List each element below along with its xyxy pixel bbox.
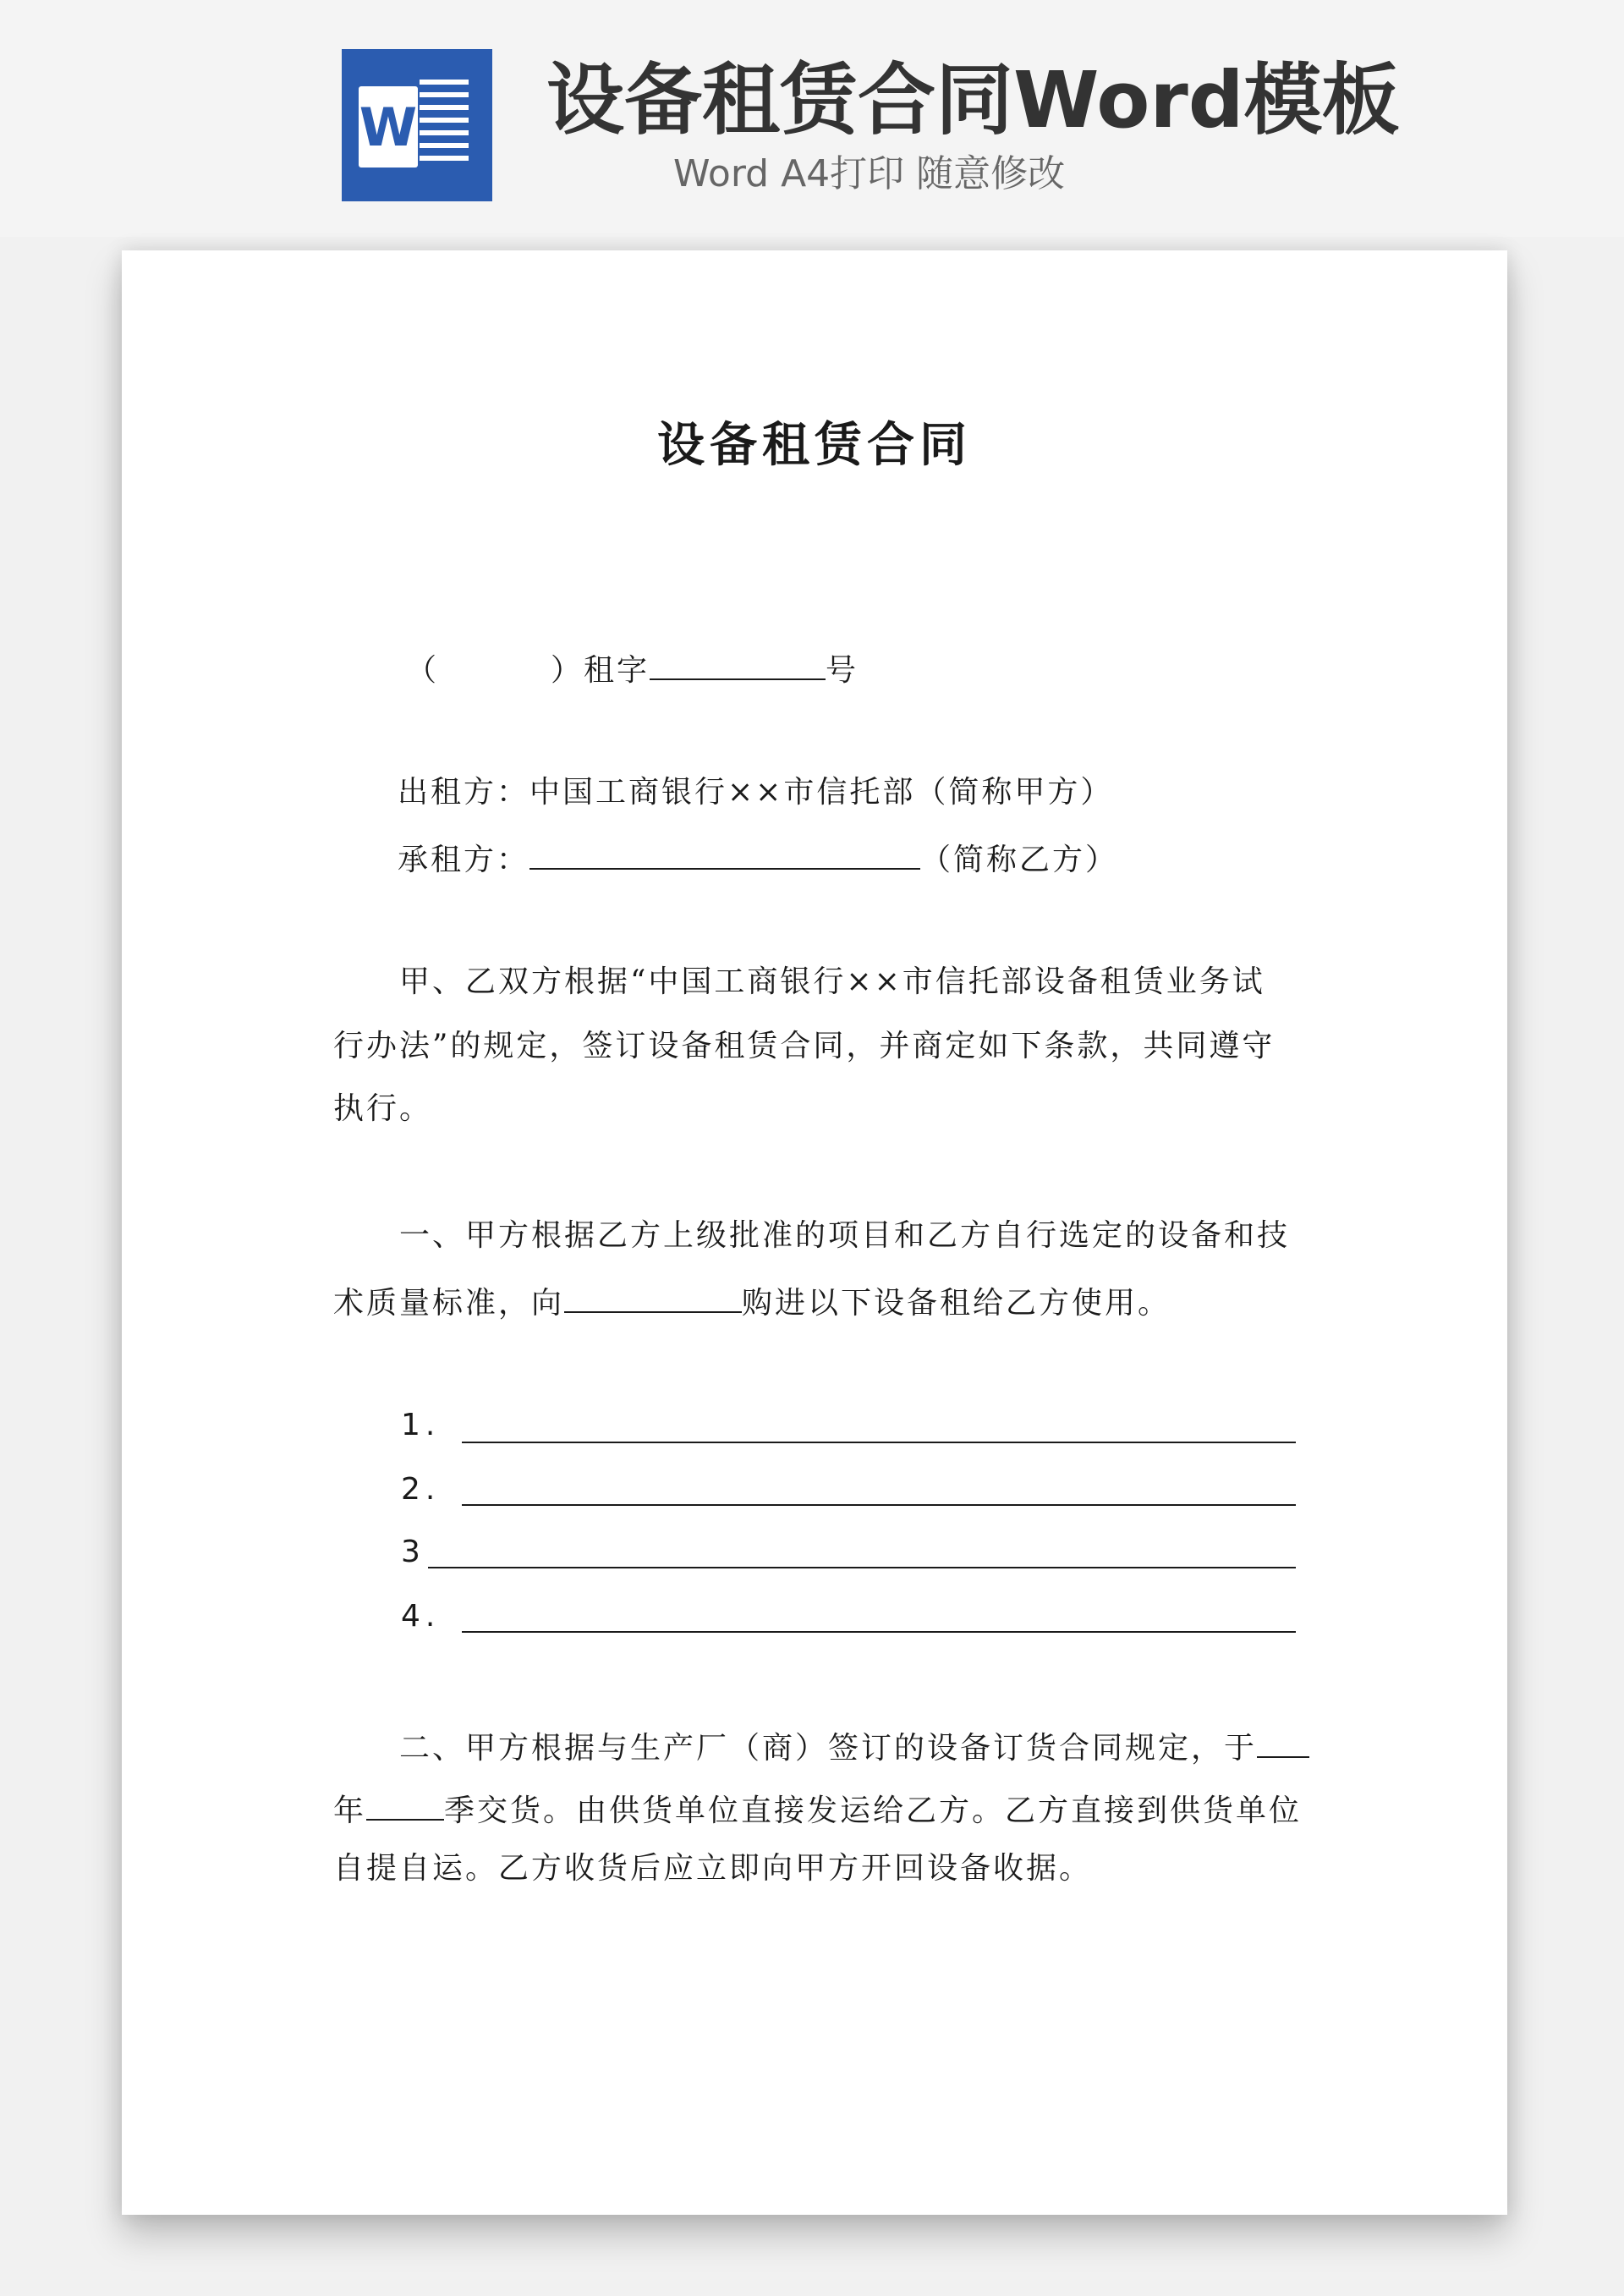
clause2-text: 二、甲方根据与生产厂（商）签订的设备订货合同规定，于	[399, 1731, 1258, 1766]
lessee-name-blank[interactable]	[529, 834, 920, 870]
document-page	[122, 250, 1507, 2215]
clause2-suffix: 季交货。由供货单位直接发运给乙方。乙方直接到供货单位	[444, 1793, 1303, 1828]
contract-number-suffix: 号	[826, 653, 859, 688]
delivery-year-blank[interactable]	[1257, 1722, 1309, 1758]
item-number-2: 2.	[401, 1472, 441, 1507]
contract-number-blank[interactable]	[650, 645, 826, 680]
item-blank-4[interactable]	[462, 1631, 1296, 1633]
word-logo-letter: W	[359, 96, 418, 158]
clause1-line-2	[333, 1277, 1171, 1325]
item-number-4: 4.	[401, 1599, 441, 1634]
item-blank-1[interactable]	[462, 1442, 1296, 1443]
clause1-prefix: 术质量标准，向	[333, 1286, 565, 1321]
lessor-line: 出租方：中国工商银行××市信托部（简称甲方）	[398, 775, 1114, 810]
document-title: 设备租赁合同	[657, 417, 972, 473]
lessee-suffix: （简称乙方）	[920, 843, 1119, 877]
item-number-3: 3	[401, 1535, 425, 1569]
intro-line-2: 行办法”的规定，签订设备租赁合同，并商定如下条款，共同遵守	[333, 1029, 1276, 1063]
word-logo-icon	[342, 49, 492, 201]
clause1-line-1: 一、甲方根据乙方上级批准的项目和乙方自行选定的设备和技	[399, 1218, 1291, 1253]
intro-line-3: 执行。	[333, 1091, 433, 1126]
contract-close-paren-label: ）租字	[551, 653, 650, 688]
banner-title: 设备租赁合同Word模板	[546, 55, 1400, 146]
intro-line-1: 甲、乙双方根据“中国工商银行××市信托部设备租赁业务试	[399, 964, 1265, 999]
clause2-line-3: 自提自运。乙方收货后应立即向甲方开回设备收据。	[333, 1851, 1093, 1886]
contract-prefix-gap	[439, 646, 551, 680]
delivery-quarter-blank[interactable]	[366, 1785, 444, 1821]
item-blank-2[interactable]	[462, 1504, 1296, 1506]
document-lines-icon	[420, 80, 469, 171]
supplier-blank[interactable]	[564, 1277, 742, 1313]
clause1-suffix: 购进以下设备租给乙方使用。	[742, 1286, 1171, 1321]
clause2-line-1	[399, 1722, 1309, 1770]
lessee-label: 承租方：	[398, 843, 530, 877]
item-blank-3[interactable]	[428, 1567, 1296, 1568]
contract-number-line	[406, 645, 859, 692]
clause2-year-label: 年	[333, 1793, 367, 1828]
template-banner	[0, 0, 1624, 237]
item-number-1: 1.	[401, 1408, 441, 1442]
banner-subtitle: Word A4打印 随意修改	[673, 152, 1066, 195]
clause2-line-2	[333, 1785, 1302, 1832]
contract-open-paren: （	[406, 653, 440, 688]
lessee-line	[398, 834, 1118, 882]
